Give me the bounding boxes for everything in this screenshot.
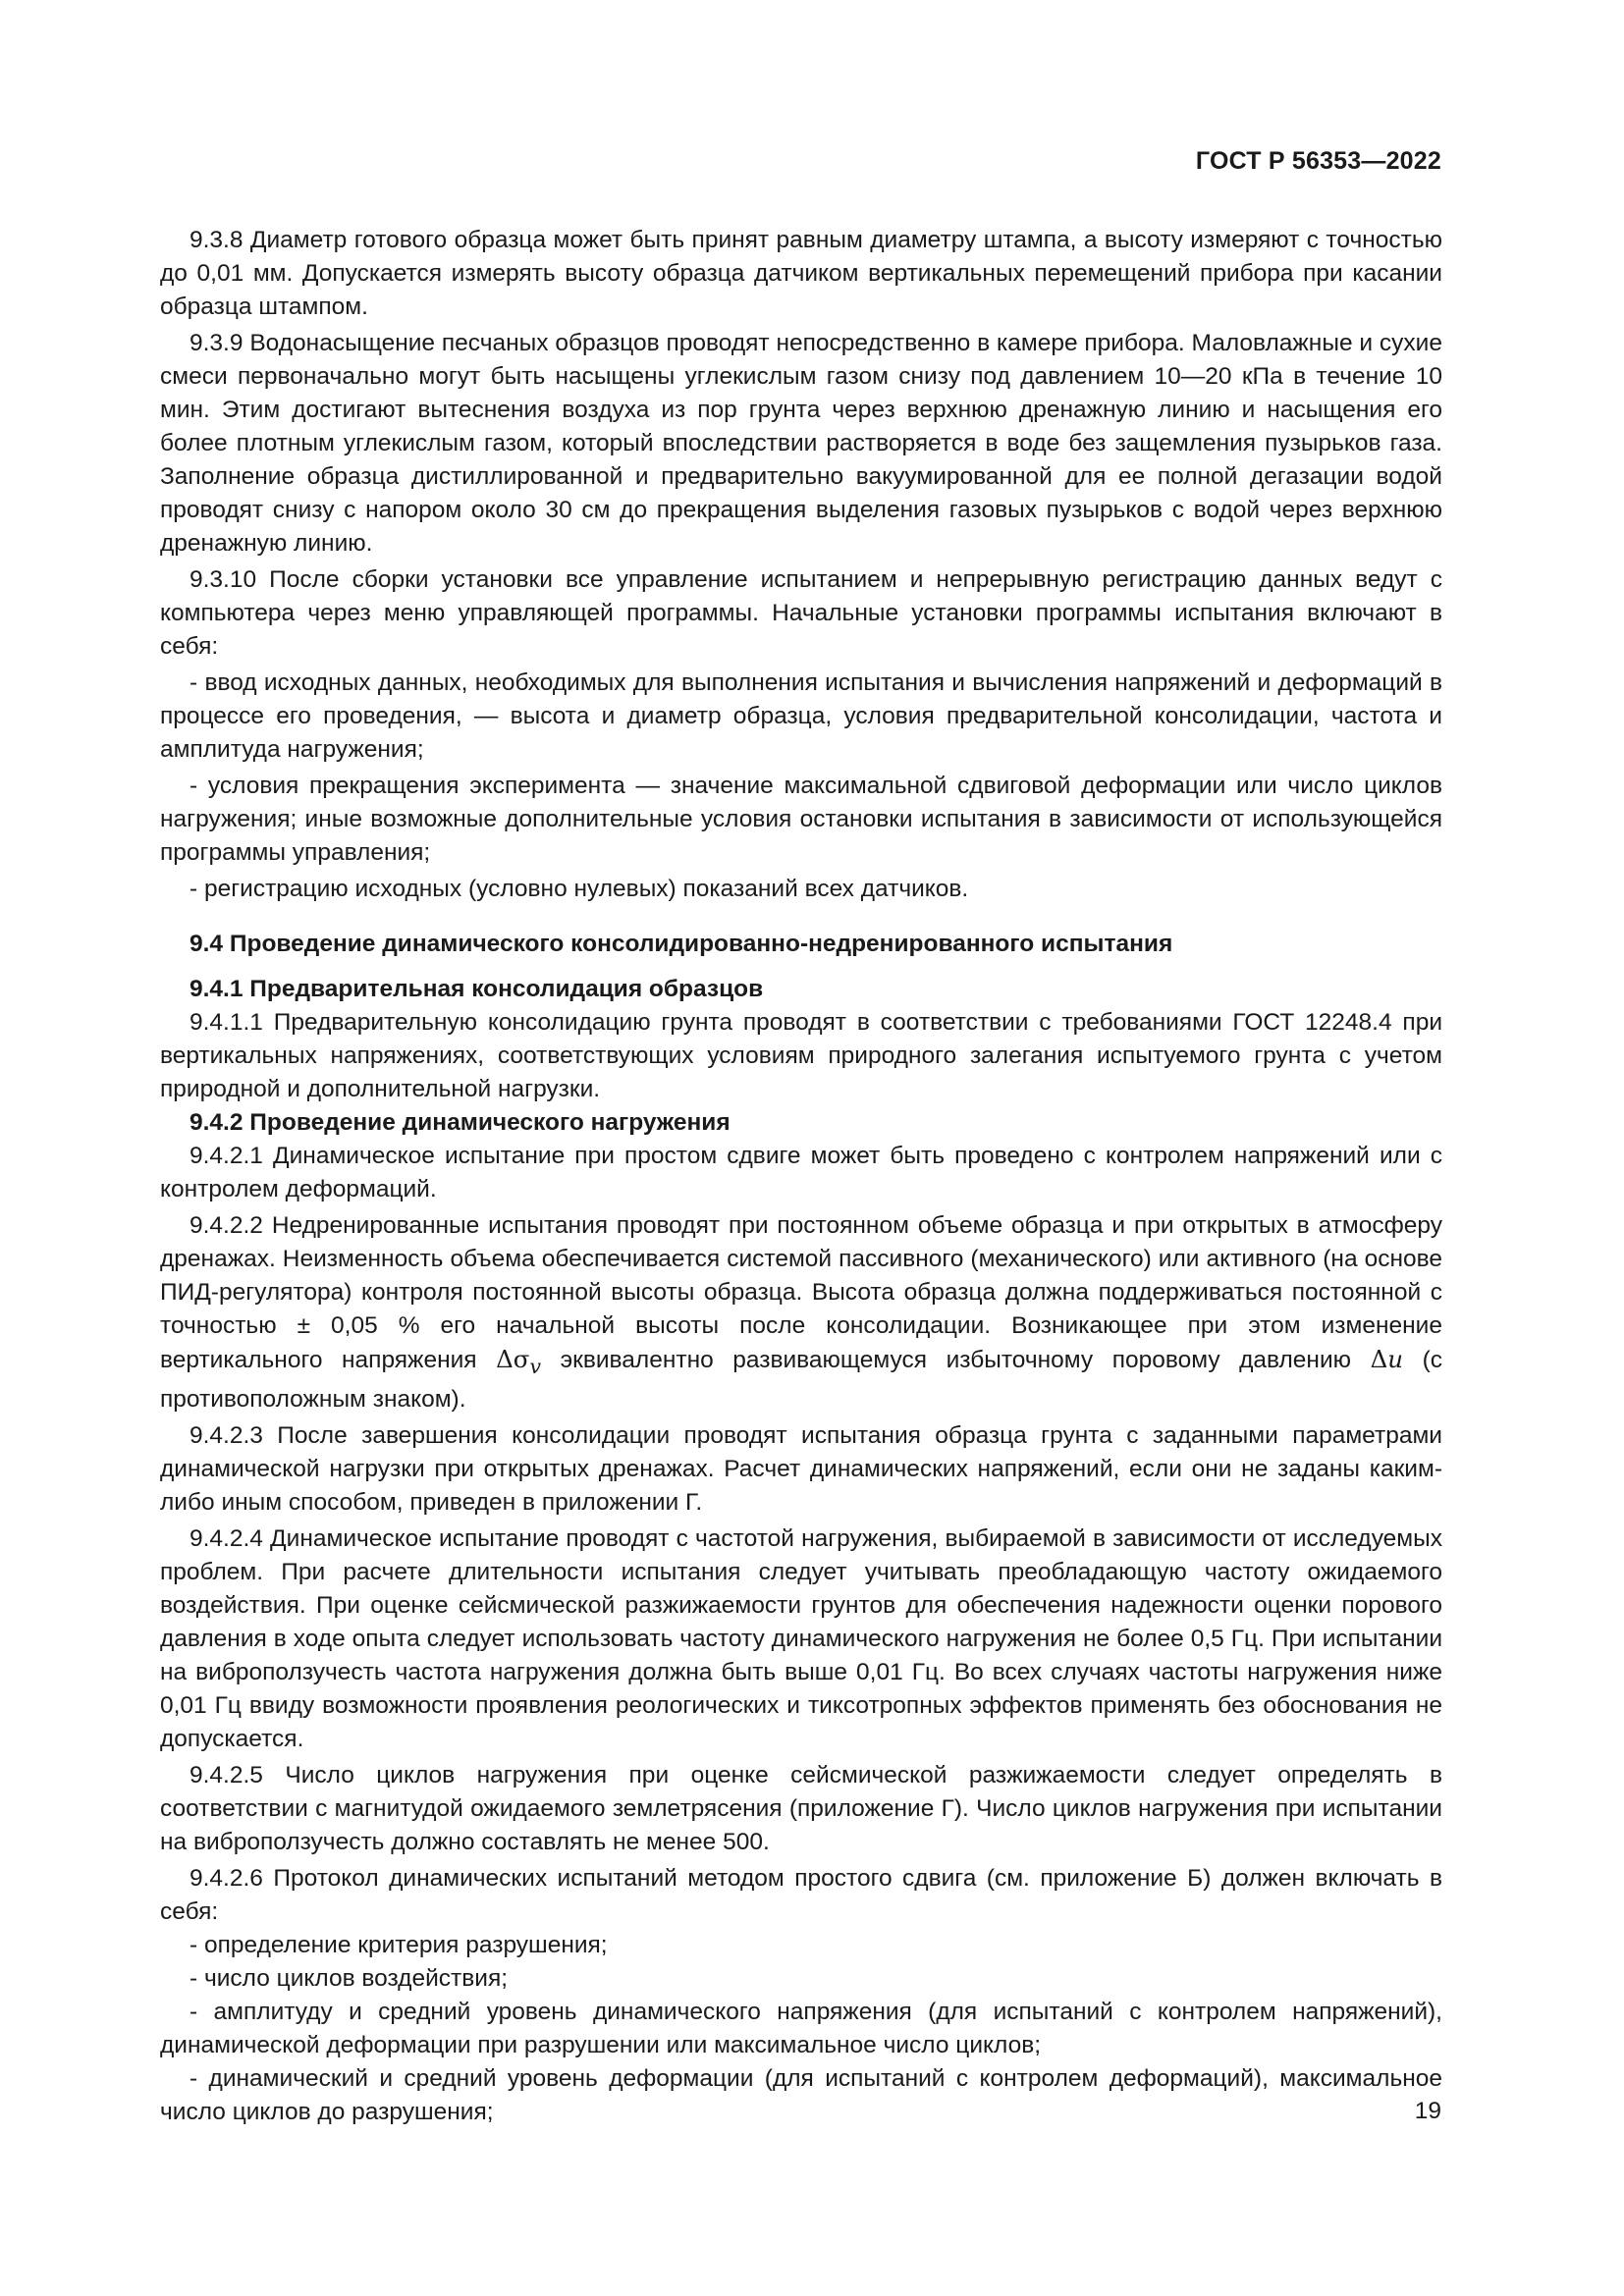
paragraph-9-3-9: 9.3.9 Водонасыщение песчаных образцов проводят непосредственно в камере прибора. Маловлажные и сухие смеси первоначально могут быть насыщены углекислым газом снизу под давлением 10—20 кПа в течение 10 мин. Этим достигают вытеснения воздуха из пор грунта через верхнюю дренажную линию и насыщения его более плотным углекислым газом, который впоследствии растворяется в воде без защемления пузырьков газа. Заполнение образца дистиллированной и предварительно вакуумированной для ее полной дегазации водой проводят снизу с напором около 30 см до прекращения выделения газовых пузырьков с водой через верхнюю дренажную линию. xyxy=(160,330,1442,557)
page-number: 19 xyxy=(1414,2098,1441,2124)
paragraph-9-3-8: 9.3.8 Диаметр готового образца может быть принят равным диаметру штампа, а высоту измеряют с точностью до 0,01 мм. Допускается измерять высоту образца датчиком вертикальных перемещений прибора при касании образца штампом. xyxy=(160,227,1442,320)
vertical-stress-change-symbol xyxy=(496,1345,542,1378)
document-body xyxy=(160,224,1442,2129)
paragraph-9-4-2-2-text-c: (с противоположным знаком). xyxy=(160,1347,1443,1413)
paragraph-9-4-2-6: 9.4.2.6 Протокол динамических испытаний методом простого сдвига (см. приложение Б) должен включать в себя: xyxy=(160,1864,1442,1925)
list-item: - регистрацию исходных (условно нулевых) показаний всех датчиков. xyxy=(189,876,969,902)
paragraph-9-3-10: 9.3.10 После сборки установки все управление испытанием и непрерывную регистрацию данных ведут с компьютера через меню управляющей программы. Начальные установки программы испытания включают в себя: xyxy=(160,566,1442,660)
paragraph-9-4-2-5: 9.4.2.5 Число циклов нагружения при оценке сейсмической разжижаемости следует определять в соответствии с магнитудой ожидаемого землетрясения (приложение Г). Число циклов нагружения при испытании на виброползучесть должно составлять не менее 500. xyxy=(160,1761,1442,1855)
section-heading-9-4: 9.4 Проведение динамического консолидированно-недренированного испытания xyxy=(189,931,1173,957)
paragraph-9-4-1-1: 9.4.1.1 Предварительную консолидацию грунта проводят в соответствии с требованиями ГОСТ 12248.4 при вертикальных напряжениях, соответствующих условиям природного залегания испытуемого грунта с учетом природной и дополнительной нагрузки. xyxy=(160,1009,1442,1102)
symbol-subscript-v: v xyxy=(529,1354,542,1378)
paragraph-9-4-2-2 xyxy=(160,1209,1442,1416)
symbol-delta-sigma: Δσ xyxy=(496,1345,530,1373)
paragraph-9-4-2-4: 9.4.2.4 Динамическое испытание проводят с частотой нагружения, выбираемой в зависимости от исследуемых проблем. При расчете длительности испытания следует учитывать преобладающую частоту ожидаемого воздействия. При оценке сейсмической разжижаемости грунтов для обеспечения надежности оценки порового давления в ходе опыта следует использовать частоту динамического нагружения не более 0,5 Гц. При испытании на виброползучесть частота нагружения должна быть выше 0,01 Гц. Во всех случаях частоты нагружения ниже 0,01 Гц ввиду возможности проявления реологических и тиксотропных эффектов применять без обоснования не допускается. xyxy=(160,1524,1442,1752)
subsection-heading-9-4-1: 9.4.1 Предварительная консолидация образцов xyxy=(189,976,764,1002)
subsection-heading-9-4-2: 9.4.2 Проведение динамического нагружения xyxy=(189,1109,731,1136)
list-item: - ввод исходных данных, необходимых для выполнения испытания и вычисления напряжений и деформаций в процессе его проведения, — высота и диаметр образца, условия предварительной консолидации, частота и амплитуда нагружения; xyxy=(160,669,1442,763)
list-item: - динамический и средний уровень деформации (для испытаний с контролем деформаций), максимальное число циклов до разрушения; xyxy=(160,2064,1442,2125)
paragraph-9-4-2-2-text-a: 9.4.2.2 Недренированные испытания проводят при постоянном объеме образца и при открытых в атмосферу дренажах. Неизменность объема обеспечивается системой пассивного (механического) или активного (на основе ПИД-регулятора) контроля постоянной высоты образца. Высота образца должна поддерживаться постоянной с точностью ± 0,05 % его начальной высоты после консолидации. Возникающее при этом изменение вертикального напряжения xyxy=(160,1212,1442,1373)
paragraph-9-4-2-1: 9.4.2.1 Динамическое испытание при простом сдвиге может быть проведено с контролем напряжений или с контролем деформаций. xyxy=(160,1143,1442,1202)
list-item: - условия прекращения эксперимента — значение максимальной сдвиговой деформации или число циклов нагружения; иные возможные дополнительные условия остановки испытания в зависимости от использующейся программы управления; xyxy=(160,773,1442,866)
list-item: - число циклов воздействия; xyxy=(189,1964,509,1992)
list-item: - амплитуду и средний уровень динамического напряжения (для испытаний с контролем напряжений), динамической деформации при разрушении или максимальное число циклов; xyxy=(160,1998,1442,2058)
document-standard-number: ГОСТ Р 56353—2022 xyxy=(1195,147,1441,175)
paragraph-9-4-2-3: 9.4.2.3 После завершения консолидации проводят испытания образца грунта с заданными параметрами динамической нагрузки при открытых дренажах. Расчет динамических напряжений, если они не заданы каким-либо иным способом, приведен в приложении Г. xyxy=(160,1421,1442,1516)
symbol-u: u xyxy=(1387,1345,1404,1373)
pore-pressure-change-symbol xyxy=(1371,1345,1403,1373)
list-item: - определение критерия разрушения; xyxy=(189,1931,608,1958)
paragraph-9-4-2-2-text-b: эквивалентно развивающемуся избыточному поровому давлению xyxy=(560,1347,1352,1373)
symbol-delta: Δ xyxy=(1370,1345,1388,1373)
